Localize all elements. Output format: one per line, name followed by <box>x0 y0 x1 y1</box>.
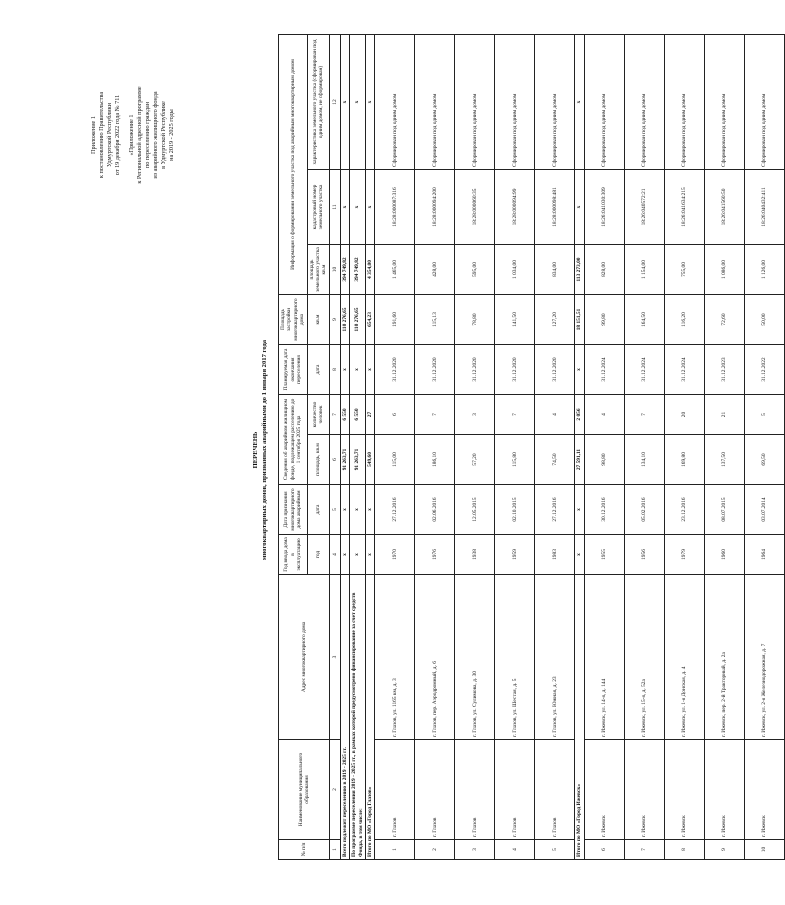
appendix-line: к Региональной адресной программе <box>136 86 143 184</box>
row-cadastre: 18:26:040432:411 <box>744 170 784 245</box>
row-date: 30.12.2016 <box>584 485 624 535</box>
cell: 91 263,71 <box>340 435 349 485</box>
glazov-total-row <box>366 34 375 859</box>
row-date: 27.12.2016 <box>375 485 415 535</box>
row-municipality: г. Глазов <box>495 740 535 840</box>
izhevsk-total-label: Итого по МО «Город Ижевск» <box>575 575 584 860</box>
row-cadastre: 18:28:000094:200 <box>415 170 455 245</box>
cell: х <box>350 535 366 575</box>
row-plan: 31.12.2024 <box>664 345 704 395</box>
row-municipality: г. Ижевск <box>704 740 744 840</box>
row-date: 02.10.2015 <box>495 485 535 535</box>
table-row <box>455 34 495 859</box>
row-plan: 31.12.2020 <box>375 345 415 395</box>
col-num-header: № п/п <box>279 840 330 860</box>
row-characteristic: Сформирован под одним домом <box>535 34 575 169</box>
col-year-header: Год ввода дома в эксплуатацию <box>279 535 308 575</box>
row-sqm: 134,10 <box>624 435 664 485</box>
cell: х <box>340 34 349 169</box>
unit-year: год <box>307 535 329 575</box>
table-row <box>664 34 704 859</box>
row-characteristic: Сформирован под одним домом <box>415 34 455 169</box>
cell: 549,60 <box>366 435 375 485</box>
row-cadastre: 18:26:040572:21 <box>624 170 664 245</box>
col-number: 6 <box>329 435 340 485</box>
row-municipality: г. Ижевск <box>744 740 784 840</box>
row-sqm: 115,80 <box>495 435 535 485</box>
row-date: 05.02.2016 <box>624 485 664 535</box>
row-address: г. Глазов, ул. Сулимова, д. 30 <box>455 575 495 740</box>
row-plan: 31.12.2020 <box>415 345 455 395</box>
column-number-row <box>329 34 340 859</box>
row-year: 1938 <box>455 535 495 575</box>
table-row <box>704 34 744 859</box>
row-number: 1 <box>375 840 415 860</box>
row-address: г. Ижевск, ул. 1-я Донская, д. 4 <box>664 575 704 740</box>
unit-date: дата <box>307 485 329 535</box>
appendix-line: по переселению граждан <box>144 101 151 169</box>
row-number: 3 <box>455 840 495 860</box>
row-area: 72,60 <box>704 295 744 345</box>
cell: 110 276,65 <box>340 295 349 345</box>
appendix-line: на 2019 - 2025 годы <box>168 109 175 161</box>
cell: х <box>366 170 375 245</box>
table-row <box>535 34 575 859</box>
row-year: 1970 <box>375 535 415 575</box>
cell: х <box>340 485 349 535</box>
cell: 2 056 <box>575 395 584 435</box>
cell: 654,23 <box>366 295 375 345</box>
cell: 27 591,11 <box>575 435 584 485</box>
col-number: 4 <box>329 535 340 575</box>
row-number: 4 <box>495 840 535 860</box>
cell: х <box>575 535 584 575</box>
row-municipality: г. Ижевск <box>624 740 664 840</box>
row-characteristic: Сформирован под одним домом <box>455 34 495 169</box>
table-row <box>584 34 624 859</box>
row-date: 02.06.2016 <box>415 485 455 535</box>
appendix-line: Удмуртской Республики <box>106 103 113 167</box>
row-municipality: г. Глазов <box>415 740 455 840</box>
row-sqm: 69,50 <box>744 435 784 485</box>
row-address: г. Ижевск, ул. 14-я, д. 144 <box>584 575 624 740</box>
cell: х <box>366 345 375 395</box>
cell: х <box>350 170 366 245</box>
unit-plan-date: дата <box>307 345 329 395</box>
appendix-line: Приложение 1 <box>90 116 97 154</box>
row-cadastre: 18:26:041030:309 <box>584 170 624 245</box>
cell: 394 749,82 <box>350 245 366 295</box>
row-date: 23.12.2016 <box>664 485 704 535</box>
row-land-area: 1 086,00 <box>704 245 744 295</box>
col-cadastre-header: кадастровый номер земельного участка <box>307 170 329 245</box>
row-number: 2 <box>415 840 455 860</box>
row-count: 21 <box>704 395 744 435</box>
row-characteristic: Сформирован под одним домом <box>664 34 704 169</box>
header-row <box>279 34 308 859</box>
row-land-area: 1 465,00 <box>375 245 415 295</box>
row-sqm: 137,50 <box>704 435 744 485</box>
row-land-area: 1 126,00 <box>744 245 784 295</box>
row-land-area: 1 154,00 <box>624 245 664 295</box>
cell: 27 <box>366 395 375 435</box>
row-area: 99,80 <box>584 295 624 345</box>
row-address: г. Ижевск, ул. 2-я Железнодорожная, д. 7 <box>744 575 784 740</box>
row-number: 8 <box>664 840 704 860</box>
cell: х <box>340 170 349 245</box>
appendix-block <box>90 40 176 230</box>
row-address: г. Ижевск, ул. 15-я, д. 52а <box>624 575 664 740</box>
row-address: г. Ижевск, пер. 2-й Тракторный, д. 2а <box>704 575 744 740</box>
row-count: 7 <box>415 395 455 435</box>
row-sqm: 57,20 <box>455 435 495 485</box>
row-date: 27.12.2016 <box>535 485 575 535</box>
row-land-area: 828,00 <box>584 245 624 295</box>
row-characteristic: Сформирован под одним домом <box>744 34 784 169</box>
row-date: 03.07.2014 <box>744 485 784 535</box>
col-info-header: Сведения об аварийном жилищном фонде, подлежащем расселению до 1 сентября 2025 года <box>279 395 308 485</box>
table-row <box>624 34 664 859</box>
row-number: 9 <box>704 840 744 860</box>
unit-sqm: площадь, кв.м <box>307 435 329 485</box>
col-number: 2 <box>329 740 340 840</box>
row-municipality: г. Глазов <box>455 740 495 840</box>
col-area-header: Площадь застройки многоквартирного дома <box>279 295 308 345</box>
cell: х <box>340 535 349 575</box>
cell: 394 749,82 <box>340 245 349 295</box>
row-cadastre: 18:26:041634:215 <box>664 170 704 245</box>
cell: 6 550 <box>350 395 366 435</box>
row-land-area: 755,00 <box>664 245 704 295</box>
cell: х <box>575 485 584 535</box>
row-date: 12.05.2015 <box>455 485 495 535</box>
cell: х <box>366 535 375 575</box>
col-land-header: Информация о формировании земельного участка под аварийным многоквартирным домом <box>279 34 308 294</box>
row-count: 3 <box>455 395 495 435</box>
row-year: 1955 <box>584 535 624 575</box>
row-characteristic: Сформирован под одним домом <box>704 34 744 169</box>
row-municipality: г. Глазов <box>535 740 575 840</box>
row-number: 6 <box>584 840 624 860</box>
row-count: 5 <box>744 395 784 435</box>
row-area: 127,20 <box>535 295 575 345</box>
col-plan-header: Планируемая дата окончания переселения <box>279 345 308 395</box>
row-number: 10 <box>744 840 784 860</box>
cell: 110 276,65 <box>350 295 366 345</box>
row-count: 7 <box>624 395 664 435</box>
houses-table <box>278 34 785 860</box>
col-addr-header: Адрес многоквартирного дома <box>279 575 330 740</box>
cell: 6 550 <box>340 395 349 435</box>
col-char-header: характеристика земельного участка (сформирован под одним домом, не сформирован) <box>307 34 329 169</box>
row-area: 164,50 <box>624 295 664 345</box>
col-number: 3 <box>329 575 340 740</box>
row-area: 50,00 <box>744 295 784 345</box>
col-number: 7 <box>329 395 340 435</box>
cell: х <box>350 485 366 535</box>
row-sqm: 169,80 <box>664 435 704 485</box>
col-number: 1 <box>329 840 340 860</box>
row-plan: 31.12.2023 <box>704 345 744 395</box>
row-cadastre: 18:28:000098:481 <box>535 170 575 245</box>
row-address: г. Глазов, пер. Аэродромный, д. 6 <box>415 575 455 740</box>
row-year: 1960 <box>704 535 744 575</box>
row-plan: 31.12.2020 <box>455 345 495 395</box>
row-area: 78,80 <box>455 295 495 345</box>
unit-area: кв.м <box>307 295 329 345</box>
row-year: 1956 <box>624 535 664 575</box>
row-sqm: 186,10 <box>415 435 455 485</box>
row-number: 5 <box>535 840 575 860</box>
row-count: 7 <box>495 395 535 435</box>
appendix-line: из аварийного жилищного фонда <box>152 91 159 179</box>
cell: х <box>340 345 349 395</box>
col-mo-header: Наименование муниципального образования <box>279 740 330 840</box>
col-land-area-header: площадь земельного участка кв.м <box>307 245 329 295</box>
title-line: многоквартирных домов, признанных аварийными до 1 января 2017 года <box>260 339 268 561</box>
cell: 18 151,51 <box>575 295 584 345</box>
program-label: По программе переселения 2019 - 2025 гг., в рамках которой предусмотрено финансирование за счет средств Фонда, в том числе: <box>350 575 366 860</box>
col-number: 11 <box>329 170 340 245</box>
row-municipality: г. Ижевск <box>664 740 704 840</box>
row-land-area: 595,00 <box>455 245 495 295</box>
cell: х <box>350 345 366 395</box>
row-characteristic: Сформирован под одним домом <box>584 34 624 169</box>
row-area: 116,20 <box>664 295 704 345</box>
izhevsk-total-row <box>575 34 584 859</box>
col-number: 8 <box>329 345 340 395</box>
program-row <box>350 34 366 859</box>
row-land-area: 428,00 <box>415 245 455 295</box>
cell: х <box>575 170 584 245</box>
row-count: 4 <box>535 395 575 435</box>
row-year: 1979 <box>664 535 704 575</box>
glazov-rows <box>375 34 575 859</box>
appendix-line: «Приложение 1 <box>128 114 135 156</box>
cell: 4 354,00 <box>366 245 375 295</box>
row-plan: 31.12.2024 <box>624 345 664 395</box>
row-count: 6 <box>375 395 415 435</box>
row-address: г. Глазов, ул. 1165 км, д. 3 <box>375 575 415 740</box>
row-land-area: 834,00 <box>535 245 575 295</box>
row-area: 115,13 <box>415 295 455 345</box>
row-cadastre: 18:28:000060:35 <box>455 170 495 245</box>
row-address: г. Глазов, ул. Южная, д. 23 <box>535 575 575 740</box>
cell: х <box>575 34 584 169</box>
cell: х <box>350 34 366 169</box>
cell: х <box>366 485 375 535</box>
col-number: 5 <box>329 485 340 535</box>
row-plan: 31.12.2020 <box>535 345 575 395</box>
row-cadastre: 18:26:041560:50 <box>704 170 744 245</box>
row-address: г. Глазов, ул. Шестая, д. 5 <box>495 575 535 740</box>
row-characteristic: Сформирован под одним домом <box>375 34 415 169</box>
row-count: 20 <box>664 395 704 435</box>
row-plan: 31.12.2024 <box>584 345 624 395</box>
appendix-line: в Удмуртской Республике <box>160 101 167 169</box>
document-title <box>252 180 269 720</box>
row-municipality: г. Глазов <box>375 740 415 840</box>
cell: 113 273,00 <box>575 245 584 295</box>
col-date-header: Дата признания многоквартирного дома аварийным <box>279 485 308 535</box>
row-cadastre: 18:28:000094:99 <box>495 170 535 245</box>
row-sqm: 98,80 <box>584 435 624 485</box>
izhevsk-rows <box>584 34 784 859</box>
cell: х <box>366 34 375 169</box>
glazov-total-label: Итого по МО «Город Глазов» <box>366 575 375 860</box>
row-date: 08.07.2015 <box>704 485 744 535</box>
row-sqm: 115,00 <box>375 435 415 485</box>
row-area: 141,50 <box>495 295 535 345</box>
row-sqm: 74,50 <box>535 435 575 485</box>
appendix-line: к постановлению Правительства <box>98 91 105 179</box>
table-row <box>495 34 535 859</box>
col-number: 10 <box>329 245 340 295</box>
col-number: 12 <box>329 34 340 169</box>
rotated-sheet <box>20 20 768 880</box>
row-cadastre: 18:28:000087:316 <box>375 170 415 245</box>
cell: 91 263,71 <box>350 435 366 485</box>
total-label: Всего подлежит переселению в 2019 - 2025 гг. <box>340 575 349 860</box>
row-characteristic: Сформирован под одним домом <box>495 34 535 169</box>
cell: х <box>575 345 584 395</box>
row-area: 191,60 <box>375 295 415 345</box>
row-number: 7 <box>624 840 664 860</box>
row-plan: 31.12.2022 <box>744 345 784 395</box>
appendix-line: от 19 декабря 2022 года № 711 <box>114 94 121 176</box>
table-row <box>415 34 455 859</box>
unit-count: количество человек <box>307 395 329 435</box>
table-row <box>375 34 415 859</box>
row-land-area: 1 034,00 <box>495 245 535 295</box>
row-year: 1964 <box>744 535 784 575</box>
table-row <box>744 34 784 859</box>
row-year: 1959 <box>495 535 535 575</box>
col-number: 9 <box>329 295 340 345</box>
row-count: 4 <box>584 395 624 435</box>
row-characteristic: Сформирован под одним домом <box>624 34 664 169</box>
total-row <box>340 34 349 859</box>
row-municipality: г. Ижевск <box>584 740 624 840</box>
row-year: 1976 <box>415 535 455 575</box>
row-year: 1983 <box>535 535 575 575</box>
row-plan: 31.12.2020 <box>495 345 535 395</box>
title-line: ПЕРЕЧЕНЬ <box>252 431 259 469</box>
